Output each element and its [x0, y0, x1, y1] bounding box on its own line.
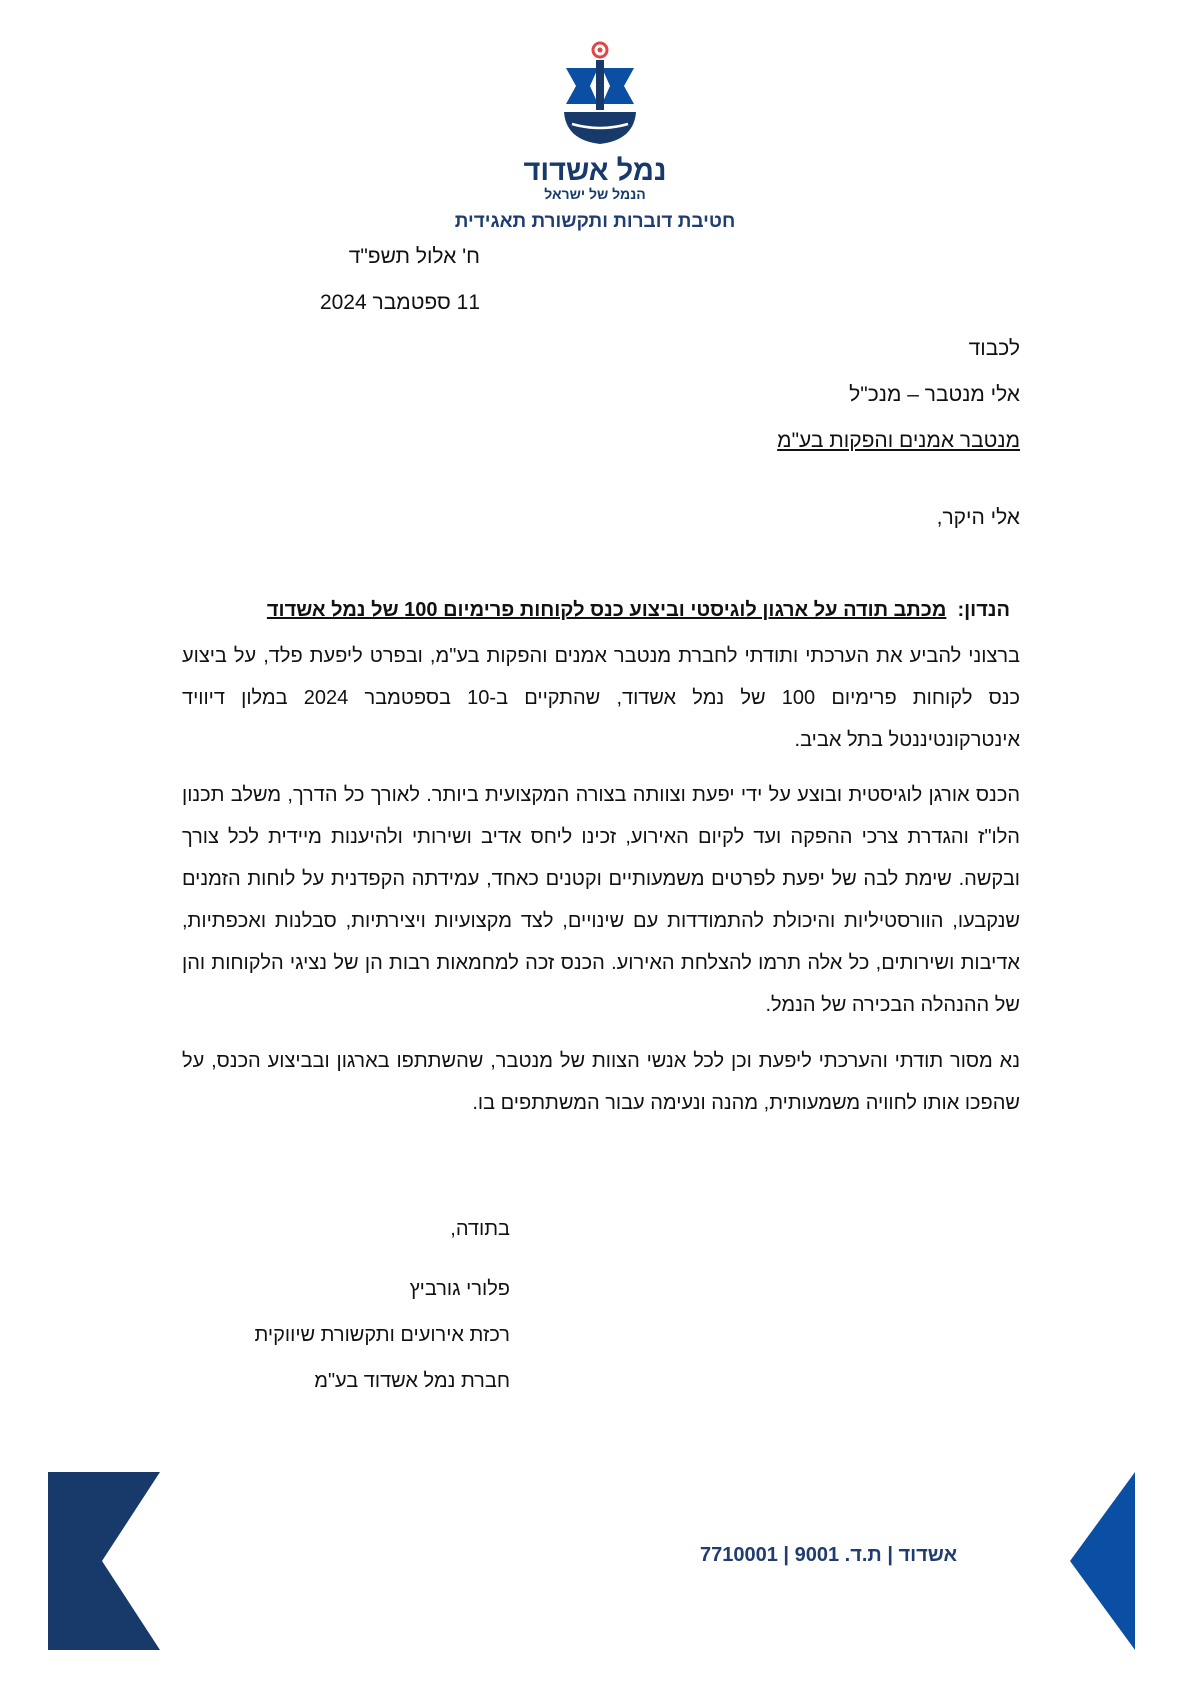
- brand-name: נמל אשדוד: [523, 155, 667, 187]
- closing: בתודה,: [450, 1218, 510, 1240]
- division-title: חטיבת דוברות ותקשורת תאגידית: [454, 211, 736, 232]
- footer-contact: אשדוד | ת.ד. 9001 | 7710001: [700, 1544, 958, 1566]
- greeting: אלי היקר,: [936, 506, 1020, 529]
- gregorian-date: 11 ספטמבר 2024: [319, 291, 480, 314]
- ashdod-port-logo: [550, 40, 650, 160]
- body-paragraph-1: ברצוני להביע את הערכתי ותודתי לחברת מנטבר אמנים והפקות בע"מ, ובפרט ליפעת פלד, על ביצוע כנס לקוחות פרימיום 100 של נמל אשדוד, שהתקיים ב-10 בספטמבר 2024 במלון דיוויד אינטרקונטיננטל בתל אביב.: [182, 645, 1020, 751]
- subject-text: מכתב תודה על ארגון לוגיסטי וביצוע כנס לקוחות פרימיום 100 של נמל אשדוד: [266, 599, 947, 621]
- body-paragraph-3: נא מסור תודתי והערכתי ליפעת וכן לכל אנשי הצוות של מנטבר, שהשתתפו בארגון ובביצוע הכנס, על שהפכו אותו לחוויה משמעותית, מהנה ונעימה עבור המשתתפים בו.: [182, 1050, 1020, 1114]
- recipient-company: מנטבר אמנים והפקות בע"מ: [777, 429, 1020, 452]
- hebrew-date: ח' אלול תשפ"ד: [348, 245, 480, 268]
- signature-block: [110, 1266, 510, 1404]
- brand-tagline: הנמל של ישראל: [544, 186, 646, 202]
- date-block: [180, 234, 480, 326]
- subject-line: [150, 599, 1010, 622]
- body-paragraph-2: הכנס אורגן לוגיסטית ובוצע על ידי יפעת וצוותה בצורה המקצועית ביותר. לאורך כל הדרך, משלב תכנון הלו"ז והגדרת צרכי ההפקה ועד לקיום האירוע, זכינו ליחס אדיב ושירותי ולהיענות מיידית לכל צורך ובקשה. שימת לבה של יפעת לפרטים משמעותיים וקטנים כאחד, עמידתה הקפדנית על לוחות הזמנים שנקבעו, הוורסטיליות והיכולת להתמודדות עם שינויים, לצד מקצועיות ויצירתיות, סבלנות ואכפתיות, אדיבות ושירותים, כל אלה תרמו להצלחת האירוע. הכנס זכה למחמאות רבות הן של נציגי הלקוחות והן של ההנהלה הבכירה של הנמל.: [182, 784, 1020, 1016]
- signatory-name: פלורי גורביץ: [409, 1278, 510, 1300]
- subject-label: הנדון:: [957, 599, 1010, 621]
- footer-left-chevron-icon: [48, 1472, 160, 1650]
- logo-left-flag-icon: [566, 68, 598, 104]
- recipient-block: [520, 326, 1020, 464]
- recipient-honorific: לכבוד: [968, 337, 1020, 360]
- recipient-name: אלי מנטבר – מנכ"ל: [849, 383, 1020, 406]
- footer-right-triangle-icon: [1070, 1472, 1135, 1650]
- logo-right-flag-icon: [602, 68, 634, 104]
- signatory-title: רכזת אירועים ותקשורת שיווקית: [254, 1324, 510, 1346]
- signatory-company: חברת נמל אשדוד בע"מ: [314, 1370, 510, 1392]
